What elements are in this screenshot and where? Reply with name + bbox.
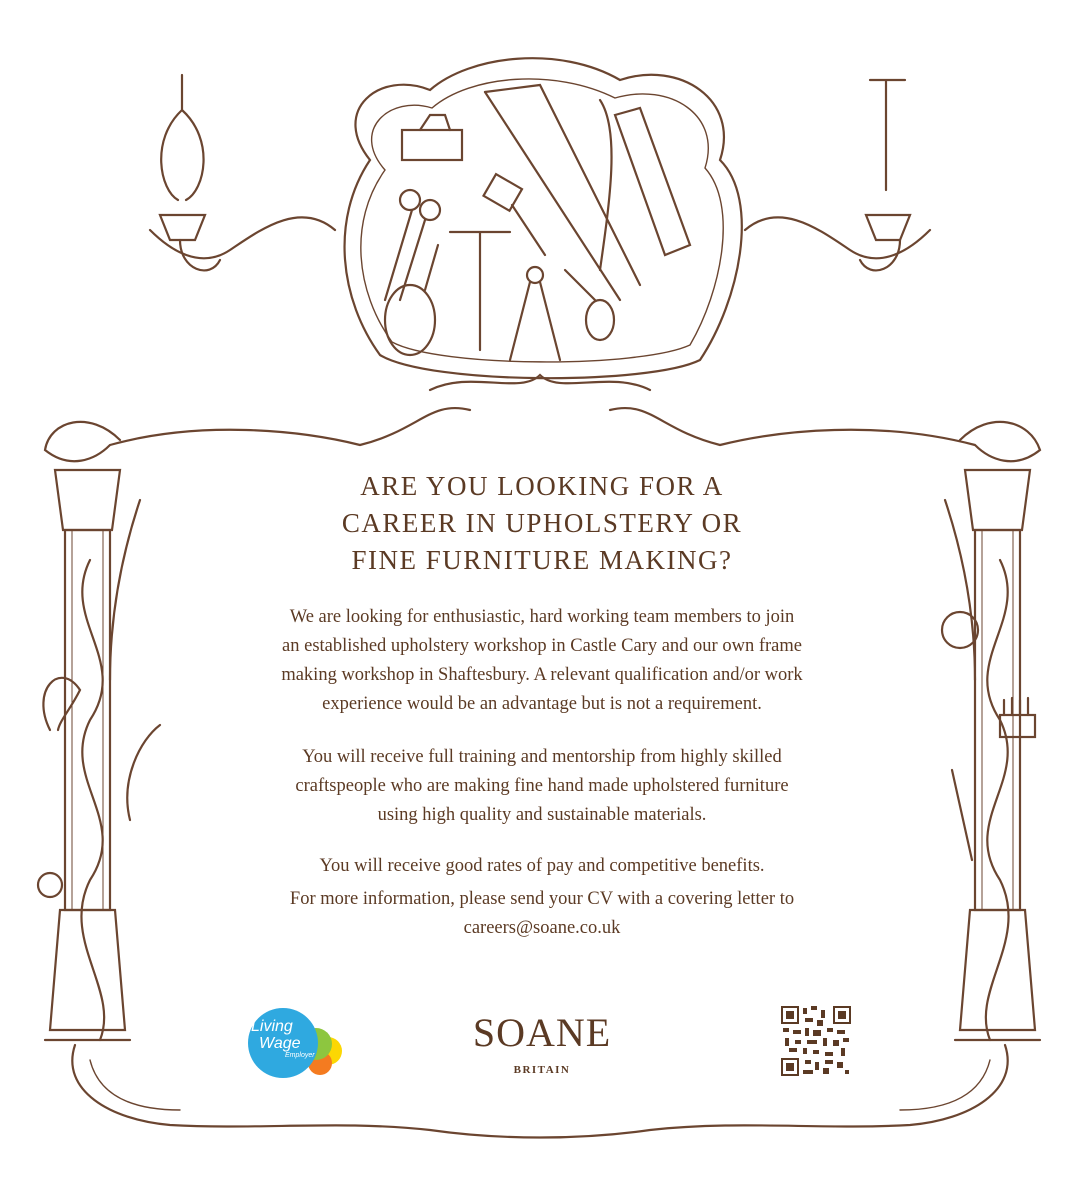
text-line: You will receive good rates of pay and competitive benefits.	[319, 856, 765, 876]
text-line: using high quality and sustainable materials.	[377, 805, 707, 825]
text-line: craftspeople who are making fine hand made upholstered furniture	[295, 776, 789, 796]
living-wage-badge	[246, 1008, 346, 1078]
training-paragraph	[200, 743, 884, 830]
title-line: FINE FURNITURE MAKING?	[351, 545, 733, 575]
text-line: an established upholstery workshop in Castle Cary and our own frame	[282, 636, 802, 656]
scissors-icon	[385, 190, 440, 300]
logo-subtitle: BRITAIN	[513, 1064, 571, 1076]
feather-icon	[127, 725, 160, 820]
email-link[interactable]: careers@soane.co.uk	[463, 918, 621, 938]
intro-paragraph	[200, 603, 884, 719]
text-line: You will receive full training and mentorship from highly skilled	[302, 747, 782, 767]
plane-icon	[402, 115, 462, 160]
hammer-icon	[450, 232, 510, 350]
text-line: For more information, please send your CV with a covering letter to	[289, 889, 795, 909]
ruler-icon	[615, 108, 690, 255]
page-title	[200, 468, 884, 579]
contact-paragraph	[200, 885, 884, 943]
text-line: experience would be an advantage but is not a requirement.	[322, 694, 762, 714]
file-icon	[952, 770, 972, 860]
text-line: making workshop in Shaftesbury. A relevant qualification and/or work	[281, 665, 803, 685]
title-line: CAREER IN UPHOLSTERY OR	[341, 508, 743, 538]
spool-icon	[38, 873, 62, 897]
main-content	[200, 468, 884, 943]
title-line: ARE YOU LOOKING FOR A	[360, 471, 724, 501]
badge-line: Living	[251, 1018, 293, 1035]
text-line: We are looking for enthusiastic, hard working team members to join	[289, 607, 795, 627]
tools-cartouche	[150, 58, 930, 390]
badge-line: Wage	[259, 1035, 301, 1052]
logo-wordmark: SOANE	[472, 1010, 612, 1055]
horseshoe-icon	[43, 678, 80, 730]
top-right-hammer-icon	[866, 80, 910, 240]
compass-icon	[510, 267, 560, 360]
pliers-icon	[160, 75, 205, 240]
badge-line: Employer	[285, 1052, 315, 1059]
living-wage-label	[251, 1018, 315, 1060]
qr-code-icon[interactable]	[781, 1006, 851, 1076]
pay-paragraph	[200, 852, 884, 881]
mallet-icon	[484, 174, 545, 255]
soane-logo	[442, 1010, 642, 1076]
